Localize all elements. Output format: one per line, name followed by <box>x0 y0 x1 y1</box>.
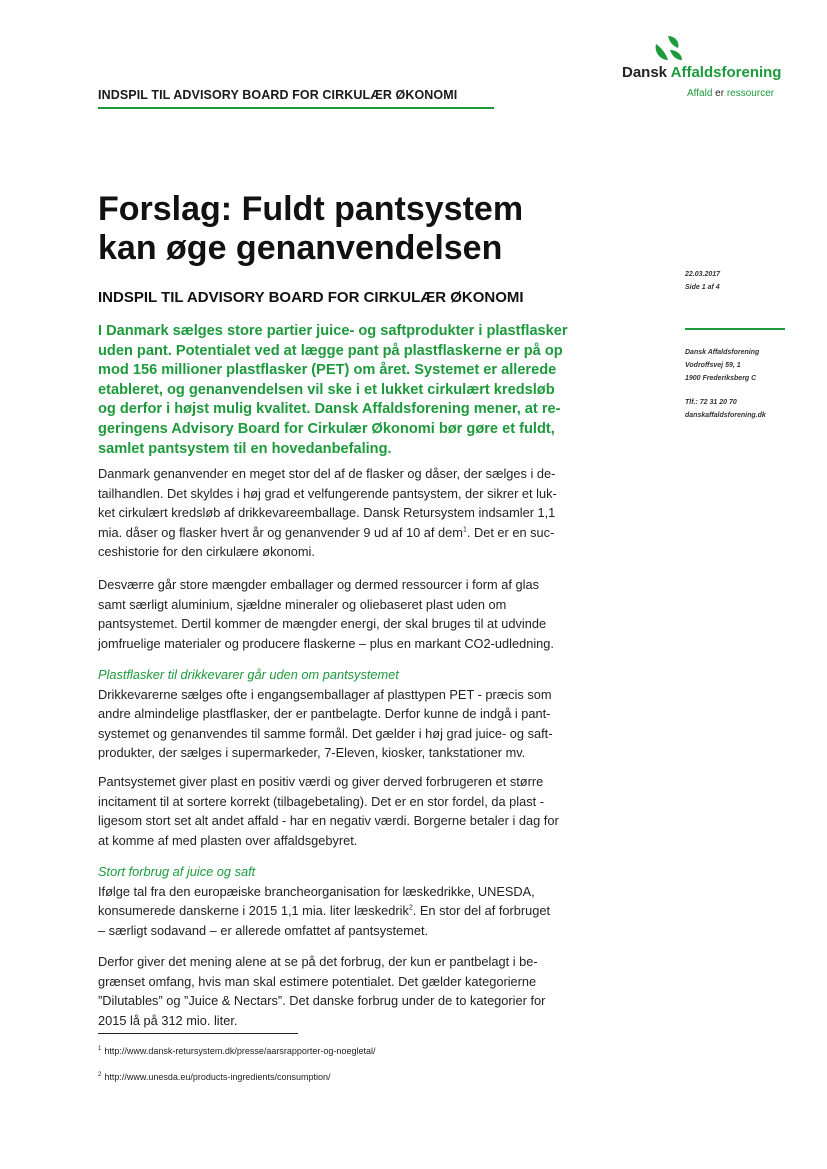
body-line: tailhandlen. Det skyldes i høj grad et velfungerende pantsystem, der sikrer et luk- <box>98 485 557 501</box>
sender-address <box>685 346 805 385</box>
title-line-1: Forslag: Fuldt pantsystem <box>98 190 524 228</box>
lead-line: etableret, og genanvendelsen vil ske i et lukket cirkulært kredsløb <box>98 381 555 398</box>
footnote-link[interactable]: http://www.dansk-retursystem.dk/presse/aarsrapporter-og-noegletal/ <box>104 1046 376 1056</box>
body-line: 2015 lå på 312 mio. liter. <box>98 1012 238 1028</box>
sender-web: danskaffaldsforening.dk <box>685 412 766 419</box>
page-number: Side 1 af 4 <box>685 284 720 291</box>
body-line: Derfor giver det mening alene at se på det forbrug, der kun er pantbelagt i be- <box>98 954 538 969</box>
footnote-ref-1[interactable]: 1 <box>462 526 467 534</box>
body-line: – særligt sodavand – er allerede omfattet af pantsystemet. <box>98 922 429 938</box>
body-line: Drikkevarerne sælges ofte i engangsemballager af plasttypen PET - præcis som <box>98 686 552 702</box>
document-meta <box>685 268 805 294</box>
body-line: ”Dilutables” og ”Juice & Nectars”. Det danske forbrug under de to kategorier for <box>98 993 546 1009</box>
sidebar-divider <box>685 328 785 330</box>
document-date: 22.03.2017 <box>685 271 721 278</box>
footnote-1 <box>98 1046 375 1056</box>
section-2-heading: Stort forbrug af juice og saft <box>98 864 256 879</box>
body-line: incitament til at sortere korrekt (tilbagebetaling). Det er en stor fordel, da plast - <box>98 793 544 809</box>
body-line-tail: . Det er en suc- <box>466 524 555 540</box>
footnote-divider <box>98 1033 298 1034</box>
body-line-tail: . En stor del af forbruget <box>412 903 551 919</box>
logo-name-part2: Affaldsforening <box>670 64 782 81</box>
logo-wordmark <box>622 64 781 81</box>
footnote-2 <box>98 1072 330 1082</box>
section-1 <box>98 665 598 763</box>
body-line: ligesom stort set alt andet affald - har en negativ værdi. Borgerne betaler i dag for <box>98 813 559 829</box>
lead-line: I Danmark sælges store partier juice- og saftprodukter i plastflasker <box>98 323 568 339</box>
body-line: produkter, der sælges i supermarkeder, 7-Eleven, kiosker, tankstationer mv. <box>98 745 526 761</box>
sender-org: Dansk Affaldsforening <box>685 349 760 356</box>
body-line <box>98 901 598 921</box>
lead-line: uden pant. Potentialet ved at lægge pant på plastflaskerne er på op <box>98 342 563 359</box>
section-1-heading: Plastflasker til drikkevarer går uden om pantsystemet <box>98 667 399 682</box>
lead-line: geringens Advisory Board for Cirkulær Økonomi bør gøre et fuldt, <box>98 420 555 437</box>
body-line: Pantsystemet giver plast en positiv værdi og giver derved forbrugeren et større <box>98 774 544 789</box>
footnote-link[interactable]: http://www.unesda.eu/products-ingredients/consumption/ <box>104 1072 331 1082</box>
body-line <box>98 523 598 543</box>
sender-street: Vodroffsvej 59, 1 <box>685 362 741 369</box>
body-line: grænset omfang, hvis man skal estimere potentialet. Det gælder kategorierne <box>98 973 537 989</box>
body-line: jomfruelige materialer og producere flaskerne – plus en markant CO2-udledning. <box>98 635 554 651</box>
lead-paragraph <box>98 322 598 459</box>
body-line: andre almindelige plastflasker, der er pantbelagte. Derfor kunne de indgå i pant- <box>98 706 551 722</box>
header-label: INDSPIL TIL ADVISORY BOARD FOR CIRKULÆR ØKONOMI <box>98 88 458 102</box>
lead-line: samlet pantsystem til en hovedanbefaling. <box>98 440 392 457</box>
document-subtitle: INDSPIL TIL ADVISORY BOARD FOR CIRKULÆR ØKONOMI <box>98 289 524 306</box>
section-2 <box>98 862 598 940</box>
sender-contact <box>685 396 805 422</box>
body-line: Danmark genanvender en meget stor del af de flasker og dåser, der sælges i de- <box>98 466 556 481</box>
footnote-ref-2[interactable]: 2 <box>408 904 413 912</box>
body-line: at komme af med plasten over affaldsgebyret. <box>98 832 358 848</box>
footnote-number: 1 <box>98 1046 102 1052</box>
section-2-paragraph-b <box>98 952 598 1030</box>
logo-tagline <box>687 88 774 99</box>
body-line: ket cirkulært kredsløb af drikkevareemballage. Dansk Retursystem indsamler 1,1 <box>98 505 556 521</box>
sender-city: 1900 Frederiksberg C <box>685 375 757 382</box>
body-line: pantsystemet. Dertil kommer de mængder energi, der skal bruges til at udvinde <box>98 616 547 632</box>
lead-line: mod 156 millioner plastflasker (PET) om året. Systemet er allerede <box>98 362 557 379</box>
logo-tagline-part3: ressourcer <box>726 88 775 99</box>
body-paragraph-1 <box>98 464 598 562</box>
section-1-paragraph-b <box>98 772 598 850</box>
body-line-text: konsumerede danskerne i 2015 1,1 mia. liter læskedrik <box>98 903 409 919</box>
logo-tagline-part2: er <box>715 88 727 99</box>
body-line: Desværre går store mængder emballager og dermed ressourcer i form af glas <box>98 577 539 592</box>
title-line-2: kan øge genanvendelsen <box>98 229 503 267</box>
logo-tagline-part1: Affald <box>687 88 716 99</box>
document-title <box>98 190 618 268</box>
body-line: systemet og genanvendes til samme formål. Det gælder i høj grad juice- og saft- <box>98 725 553 741</box>
body-line: Ifølge tal fra den europæiske brancheorganisation for læskedrikke, UNESDA, <box>98 883 535 899</box>
header-divider <box>98 107 494 109</box>
logo-name-part1: Dansk <box>622 64 671 81</box>
body-line-text: mia. dåser og flasker hvert år og genanvender 9 ud af 10 af dem <box>98 524 463 540</box>
body-line: samt særligt aluminium, sjældne mineraler og oliebaseret plast uden om <box>98 596 507 612</box>
footnote-number: 2 <box>98 1072 102 1078</box>
body-line: ceshistorie for den cirkulære økonomi. <box>98 544 315 560</box>
lead-line: og derfor i højst mulig kvalitet. Dansk Affaldsforening mener, at re- <box>98 401 561 418</box>
body-paragraph-2 <box>98 575 598 653</box>
sender-phone: Tlf.: 72 31 20 70 <box>685 399 737 406</box>
